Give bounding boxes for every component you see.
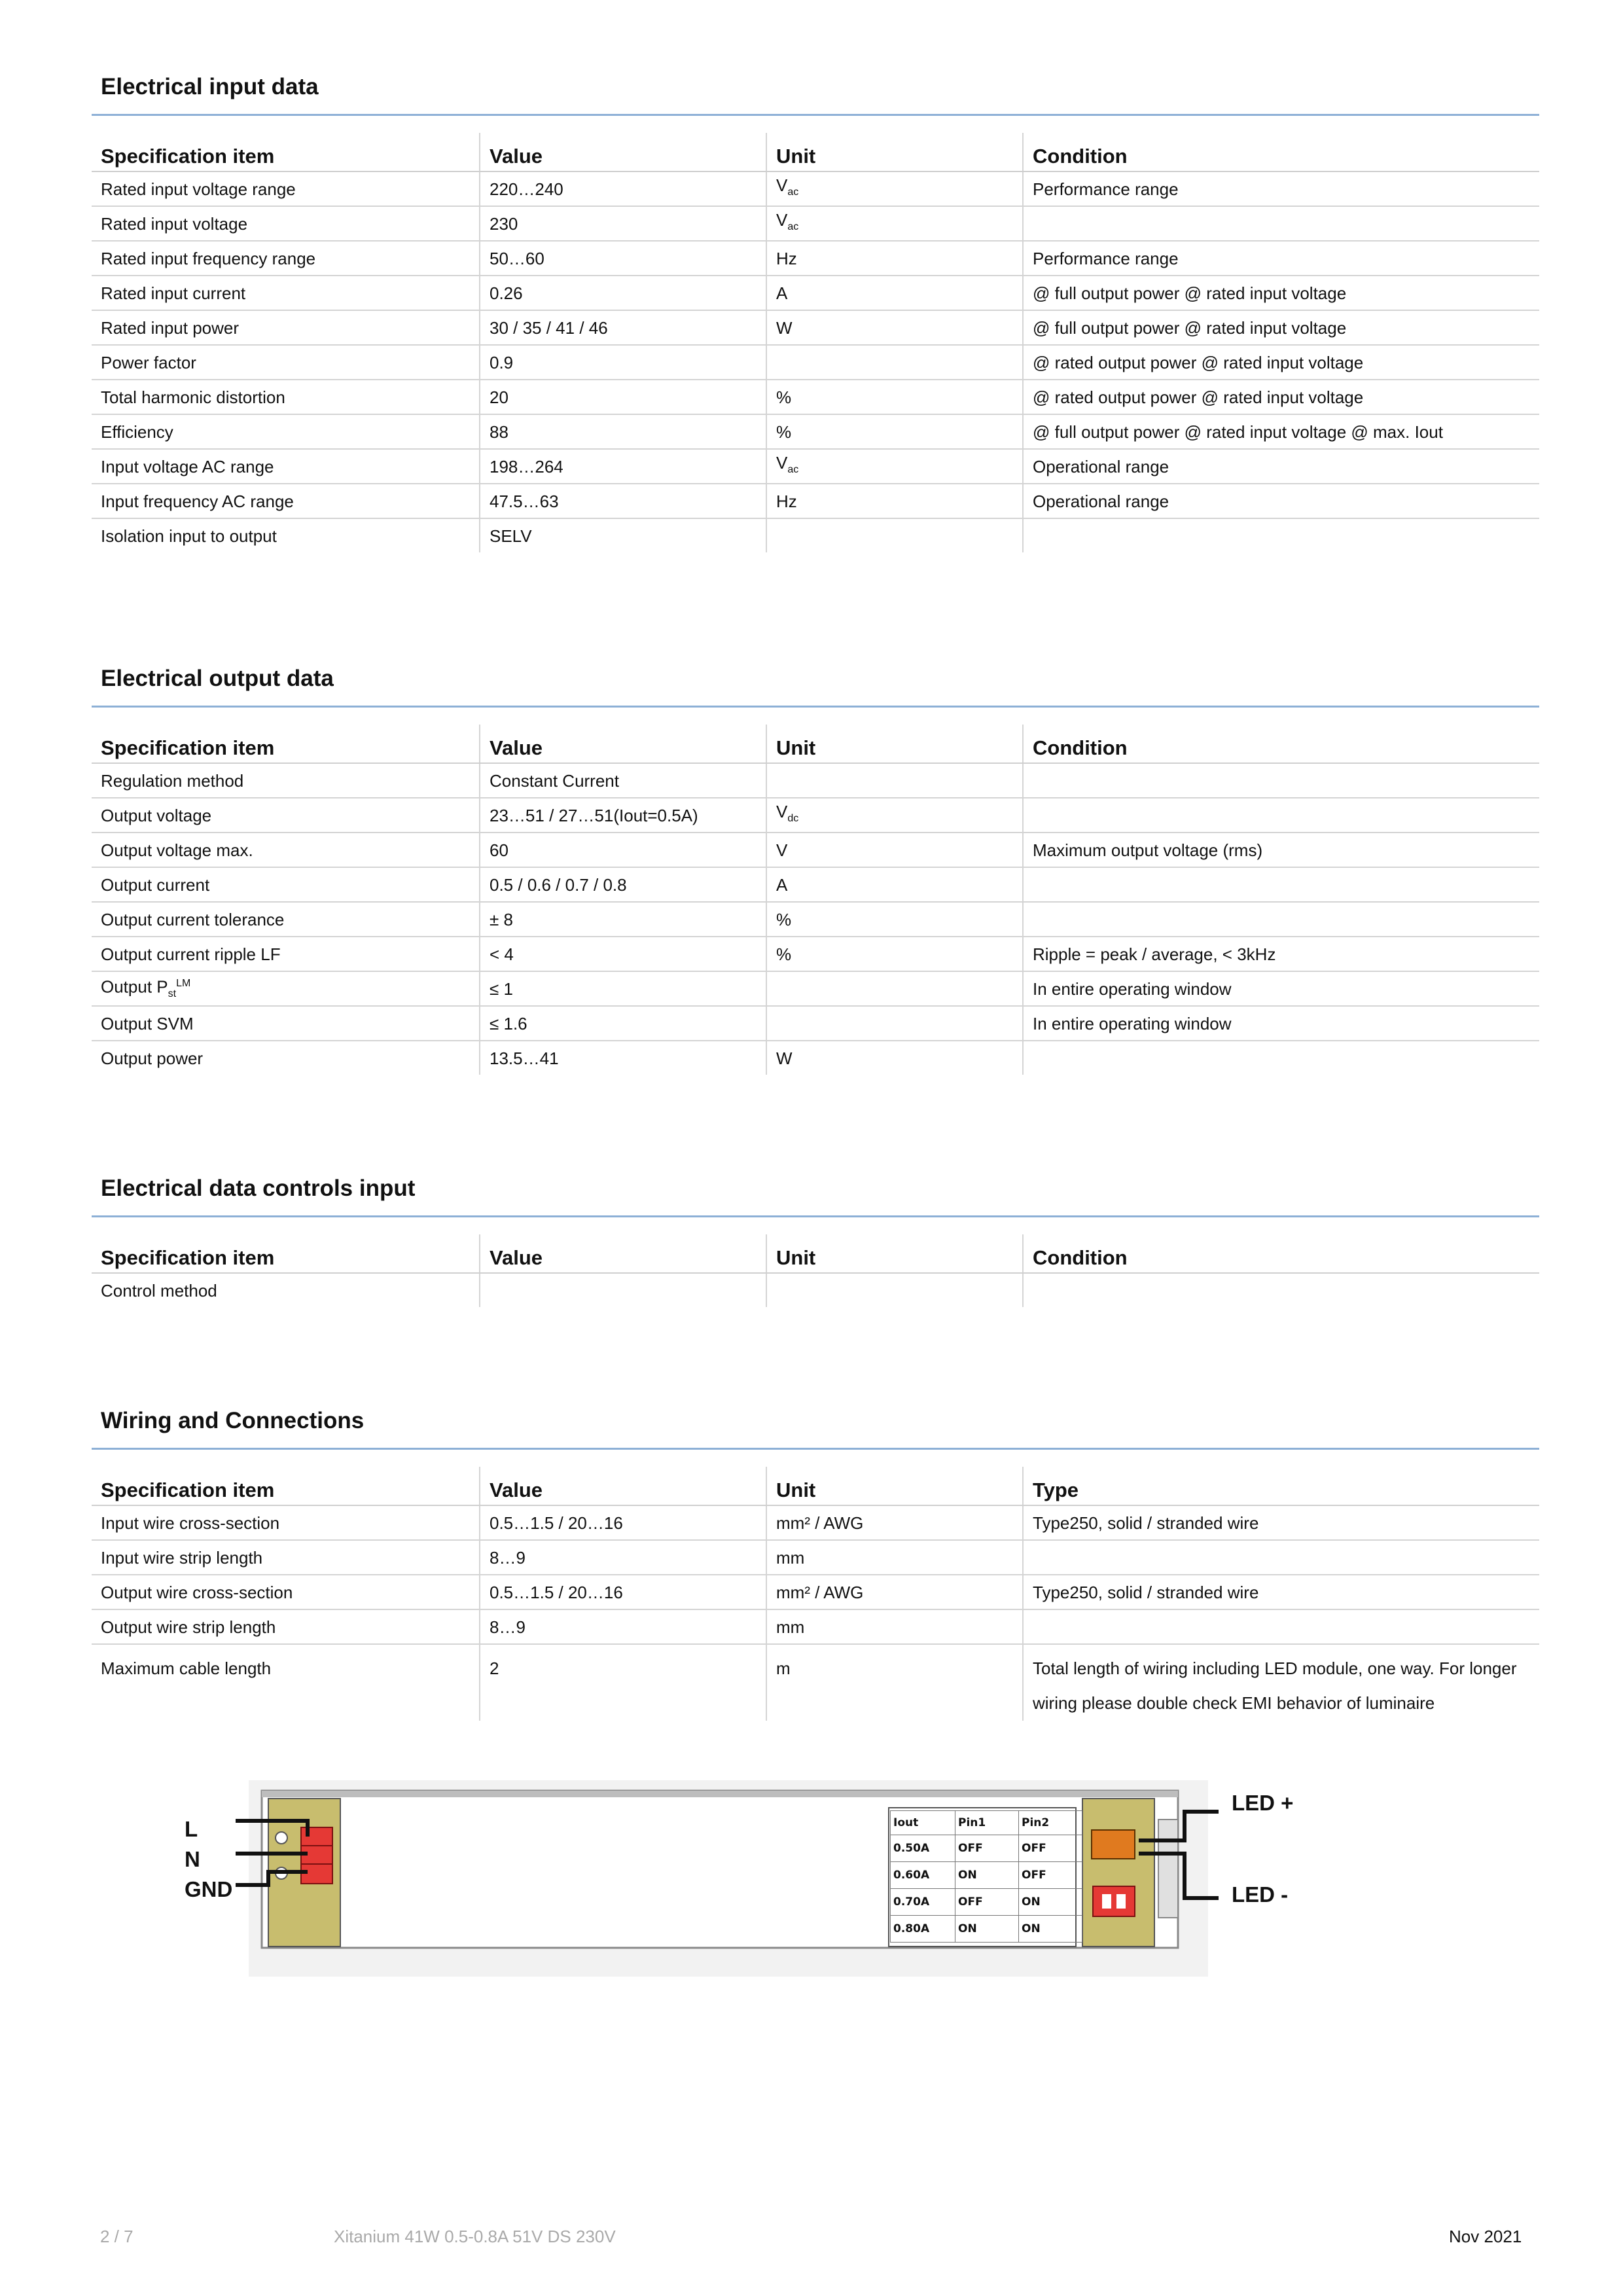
label-led-plus: LED + — [1232, 1791, 1294, 1815]
value-cell: 220…240 — [480, 171, 766, 206]
table-body — [92, 171, 1539, 552]
condition-cell: Performance range — [1023, 241, 1539, 276]
dip-cell: OFF — [1019, 1862, 1082, 1889]
value-cell: 2 — [480, 1644, 766, 1721]
table-row — [92, 380, 1539, 414]
value-cell: ≤ 1.6 — [480, 1006, 766, 1041]
dip-cell: 0.60A — [891, 1862, 955, 1889]
section-electrical-output — [92, 660, 1539, 1075]
unit-cell — [766, 971, 1023, 1006]
table-row — [92, 763, 1539, 798]
spec-item-cell: Control method — [101, 1280, 217, 1300]
unit-cell — [766, 345, 1023, 380]
column-header: Condition — [1023, 1234, 1539, 1273]
condition-cell: Ripple = peak / average, < 3kHz — [1023, 937, 1539, 971]
table-row — [92, 1505, 1539, 1540]
unit-cell: m — [766, 1644, 1023, 1721]
unit-cell: % — [766, 937, 1023, 971]
unit-cell: % — [766, 902, 1023, 937]
table-body — [92, 1273, 1539, 1307]
section-electrical-input — [92, 68, 1539, 552]
table-row — [92, 310, 1539, 345]
column-header: Type — [1023, 1467, 1539, 1505]
value-cell: 8…9 — [480, 1540, 766, 1575]
spec-item-cell: Rated input power — [92, 310, 480, 345]
spec-table — [92, 133, 1539, 552]
condition-cell: @ full output power @ rated input voltage — [1023, 310, 1539, 345]
label-led-minus: LED - — [1232, 1882, 1289, 1907]
dip-switch-table — [890, 1810, 1082, 1943]
spec-item-cell: Maximum cable length — [101, 1659, 272, 1678]
spec-table — [92, 1467, 1539, 1721]
section-divider — [92, 1448, 1539, 1450]
section-divider — [92, 114, 1539, 116]
section-title: Wiring and Connections — [101, 1408, 365, 1433]
table-row — [92, 1540, 1539, 1575]
condition-cell: In entire operating window — [1023, 1006, 1539, 1041]
condition-cell: @ rated output power @ rated input voltage — [1023, 380, 1539, 414]
spec-item-cell: Total harmonic distortion — [92, 380, 480, 414]
spec-item-cell: Power factor — [92, 345, 480, 380]
unit-cell — [766, 1006, 1023, 1041]
value-cell: 47.5…63 — [480, 484, 766, 518]
table-row — [92, 518, 1539, 552]
table-row — [92, 902, 1539, 937]
spec-item-cell: Output current — [92, 867, 480, 902]
dip-cell: 0.50A — [891, 1835, 955, 1862]
column-header: Unit — [766, 1467, 1023, 1505]
spec-item-cell: Input voltage AC range — [92, 449, 480, 484]
spec-item-cell: Regulation method — [92, 763, 480, 798]
value-cell: 0.5…1.5 / 20…16 — [480, 1505, 766, 1540]
value-cell: 230 — [480, 206, 766, 241]
spec-item-cell: Rated input voltage range — [92, 171, 480, 206]
dip-table-row — [891, 1835, 1082, 1862]
value-cell: 13.5…41 — [480, 1041, 766, 1075]
dip-table-header — [891, 1811, 1082, 1835]
table-row — [92, 867, 1539, 902]
table-row — [92, 971, 1539, 1006]
spec-item-cell: Rated input current — [92, 276, 480, 310]
spec-item-cell: Output current tolerance — [92, 902, 480, 937]
table-header-row — [92, 133, 1539, 171]
dip-cell: OFF — [955, 1889, 1019, 1916]
table-row — [92, 206, 1539, 241]
unit-cell: $V_{ac}$ — [766, 171, 1023, 206]
spec-item-cell: Output wire cross-section — [92, 1575, 480, 1609]
column-header: Unit — [766, 133, 1023, 171]
dip-header: Pin1 — [955, 1811, 1019, 1835]
product-name: Xitanium 41W 0.5-0.8A 51V DS 230V — [334, 2227, 616, 2246]
unit-cell: V — [766, 833, 1023, 867]
value-cell: 0.5…1.5 / 20…16 — [480, 1575, 766, 1609]
column-header: Condition — [1023, 725, 1539, 763]
column-header: Value — [480, 1234, 766, 1273]
table-row — [92, 241, 1539, 276]
unit-cell: $V_{ac}$ — [766, 449, 1023, 484]
spec-item-cell: Output current ripple LF — [92, 937, 480, 971]
value-cell: SELV — [480, 518, 766, 552]
unit-cell: W — [766, 310, 1023, 345]
value-cell: 88 — [480, 414, 766, 449]
condition-cell — [1023, 867, 1539, 902]
dip-table-row — [891, 1889, 1082, 1916]
column-header: Value — [480, 1467, 766, 1505]
label-n: N — [185, 1847, 200, 1871]
dip-cell: ON — [1019, 1889, 1082, 1916]
value-cell: 0.9 — [480, 345, 766, 380]
label-gnd: GND — [185, 1877, 233, 1901]
condition-cell — [1023, 798, 1539, 833]
value-cell: 0.5 / 0.6 / 0.7 / 0.8 — [480, 867, 766, 902]
column-header: Specification item — [92, 133, 480, 171]
table-body — [92, 1505, 1539, 1721]
table-row — [92, 1006, 1539, 1041]
section-title: Electrical input data — [101, 74, 319, 99]
unit-cell — [766, 1273, 1023, 1307]
unit-cell: Hz — [766, 484, 1023, 518]
column-header: Condition — [1023, 133, 1539, 171]
condition-cell: @ rated output power @ rated input voltage — [1023, 345, 1539, 380]
value-cell — [480, 1273, 766, 1307]
section-divider — [92, 706, 1539, 708]
spec-item-cell: Output voltage — [92, 798, 480, 833]
unit-cell — [766, 518, 1023, 552]
column-header: Unit — [766, 1234, 1023, 1273]
spec-item-cell: Output voltage max. — [92, 833, 480, 867]
condition-cell: Performance range — [1023, 171, 1539, 206]
dip-table-row — [891, 1916, 1082, 1943]
table-row — [92, 937, 1539, 971]
table-row — [92, 1644, 1539, 1721]
unit-cell: W — [766, 1041, 1023, 1075]
dip-cell: ON — [955, 1916, 1019, 1943]
column-header: Specification item — [92, 1234, 480, 1273]
table-header-row — [92, 1467, 1539, 1505]
table-body — [92, 763, 1539, 1075]
wiring-diagram — [177, 1780, 1329, 1977]
unit-cell: % — [766, 414, 1023, 449]
condition-cell: Total length of wiring including LED module, one way. For longer wiring please double check EMI behavior of luminaire — [1023, 1644, 1539, 1721]
value-cell: 20 — [480, 380, 766, 414]
section-title: Electrical output data — [101, 666, 334, 691]
column-header: Unit — [766, 725, 1023, 763]
condition-cell: In entire operating window — [1023, 971, 1539, 1006]
condition-cell: Type250, solid / stranded wire — [1023, 1575, 1539, 1609]
unit-cell: mm² / AWG — [766, 1575, 1023, 1609]
table-row — [92, 833, 1539, 867]
condition-cell — [1023, 763, 1539, 798]
condition-cell: @ full output power @ rated input voltage @ max. Iout — [1023, 414, 1539, 449]
dip-cell: 0.70A — [891, 1889, 955, 1916]
table-row — [92, 484, 1539, 518]
dip-cell: ON — [955, 1862, 1019, 1889]
value-cell: 30 / 35 / 41 / 46 — [480, 310, 766, 345]
condition-cell — [1023, 1041, 1539, 1075]
condition-cell — [1023, 1273, 1539, 1307]
unit-cell: A — [766, 867, 1023, 902]
dip-cell: OFF — [1019, 1835, 1082, 1862]
condition-cell — [1023, 1609, 1539, 1644]
unit-cell: A — [766, 276, 1023, 310]
spec-item-cell: Input frequency AC range — [92, 484, 480, 518]
section-divider — [92, 1215, 1539, 1217]
document-date: Nov 2021 — [1449, 2227, 1522, 2246]
value-cell: 0.26 — [480, 276, 766, 310]
table-row — [92, 414, 1539, 449]
table-row — [92, 171, 1539, 206]
condition-cell: Type250, solid / stranded wire — [1023, 1505, 1539, 1540]
table-header-row — [92, 725, 1539, 763]
value-cell: Constant Current — [480, 763, 766, 798]
driver-drawing — [177, 1780, 1329, 1977]
unit-cell: mm — [766, 1609, 1023, 1644]
spec-table — [92, 725, 1539, 1075]
condition-cell — [1023, 902, 1539, 937]
condition-cell: @ full output power @ rated input voltage — [1023, 276, 1539, 310]
spec-item-cell: Rated input voltage — [92, 206, 480, 241]
dip-header: Pin2 — [1019, 1811, 1082, 1835]
column-header: Value — [480, 725, 766, 763]
section-controls-input — [92, 1170, 1539, 1307]
spec-item-cell: Isolation input to output — [101, 526, 277, 546]
table-row — [92, 345, 1539, 380]
value-cell: 198…264 — [480, 449, 766, 484]
unit-cell: $V_{ac}$ — [766, 206, 1023, 241]
condition-cell: Maximum output voltage (rms) — [1023, 833, 1539, 867]
table-row — [92, 1609, 1539, 1644]
dip-table-row — [891, 1862, 1082, 1889]
condition-cell — [1023, 1540, 1539, 1575]
unit-cell: Hz — [766, 241, 1023, 276]
dip-header: Iout — [891, 1811, 955, 1835]
spec-item-cell: Rated input frequency range — [92, 241, 480, 276]
table-row — [92, 1041, 1539, 1075]
dip-cell: ON — [1019, 1916, 1082, 1943]
unit-cell: mm² / AWG — [766, 1505, 1023, 1540]
dip-switch — [1093, 1886, 1135, 1916]
unit-cell: mm — [766, 1540, 1023, 1575]
section-title: Electrical data controls input — [101, 1175, 416, 1201]
output-terminal-block — [1092, 1830, 1135, 1859]
spec-item-cell: Output SVM — [92, 1006, 480, 1041]
condition-cell — [1023, 206, 1539, 241]
spec-item-cell: Input wire cross-section — [92, 1505, 480, 1540]
table-row — [92, 1273, 1539, 1307]
value-cell: 8…9 — [480, 1609, 766, 1644]
condition-cell — [1023, 518, 1539, 552]
section-wiring — [92, 1402, 1539, 1721]
dip-table-body — [891, 1835, 1082, 1943]
condition-cell: Operational range — [1023, 449, 1539, 484]
table-row — [92, 276, 1539, 310]
spec-item-cell: Efficiency — [92, 414, 480, 449]
spec-item-cell: Output power — [101, 1048, 204, 1068]
dip-cell: OFF — [955, 1835, 1019, 1862]
table-row — [92, 449, 1539, 484]
table-row — [92, 1575, 1539, 1609]
spec-item-cell: Input wire strip length — [92, 1540, 480, 1575]
value-cell: 23…51 / 27…51(Iout=0.5A) — [480, 798, 766, 833]
table-header-row — [92, 1234, 1539, 1273]
label-l: L — [185, 1817, 198, 1841]
unit-cell: % — [766, 380, 1023, 414]
column-header: Specification item — [92, 1467, 480, 1505]
condition-cell: Operational range — [1023, 484, 1539, 518]
value-cell: ± 8 — [480, 902, 766, 937]
column-header: Value — [480, 133, 766, 171]
dip-cell: 0.80A — [891, 1916, 955, 1943]
value-cell: ≤ 1 — [480, 971, 766, 1006]
value-cell: 50…60 — [480, 241, 766, 276]
value-cell: 60 — [480, 833, 766, 867]
column-header: Specification item — [92, 725, 480, 763]
value-cell: < 4 — [480, 937, 766, 971]
page-number: 2 / 7 — [100, 2227, 134, 2246]
spec-item-cell: Output wire strip length — [92, 1609, 480, 1644]
output-terminal-housing — [1082, 1799, 1154, 1946]
unit-cell: $V_{dc}$ — [766, 798, 1023, 833]
table-row — [92, 798, 1539, 833]
spec-table — [92, 1234, 1539, 1307]
spec-item-cell: Output $P_{st}^{LM}$ — [92, 971, 480, 1006]
unit-cell — [766, 763, 1023, 798]
